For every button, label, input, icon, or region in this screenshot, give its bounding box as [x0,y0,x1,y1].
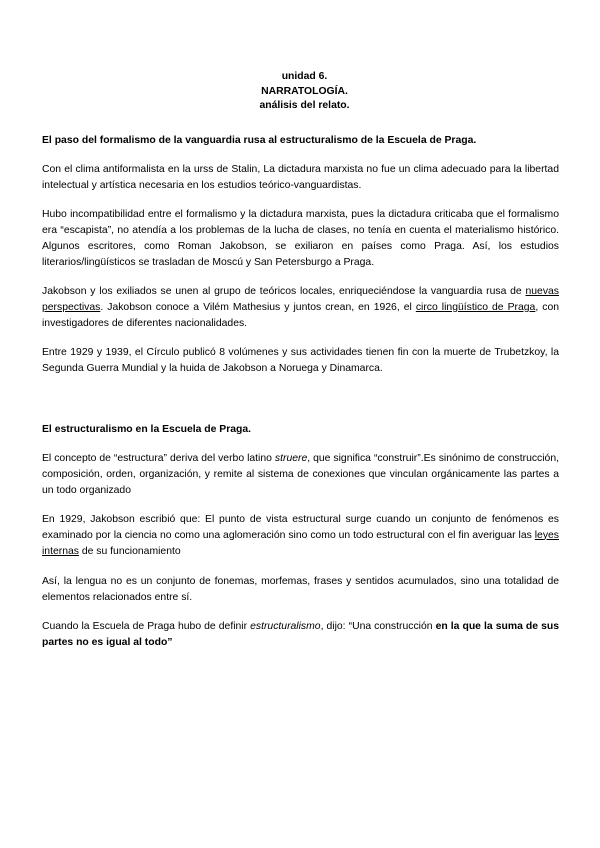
italic-structuralism: estructuralismo [250,620,321,632]
underlined-linguistic-circle: circo lingüístico de Praga [415,301,536,313]
paragraph-structure-concept [42,451,559,499]
section-heading-formalism: El paso del formalismo de la vanguardia rusa al estructuralismo de la Escuela de Praga. [42,134,477,146]
paragraph-incompatibility: Hubo incompatibilidad entre el formalismo y la dictadura marxista, pues la dictadura criticaba que el formalismo era “escapista”, no atendía a los problemas de la lucha de clases, no tenía en cuenta el materialismo histórico. Algunos escritores, como Roman Jakobson, se exiliaron en países como Praga. Así, los estudios literarios/lingüísticos se trasladan de Moscú y San Petersburgo a Praga. [42,208,559,268]
title-unit: unidad 6. [281,71,328,82]
closing-quote: ” [167,636,173,648]
paragraph-language-totality: Así, la lengua no es un conjunto de fonemas, morfemas, frases y sentidos acumulados, sino una totalidad de elementos relacionados entre sí. [42,575,559,603]
underlined-internal-laws: leyes internas [42,529,559,557]
paragraph-prague-circle [42,284,559,332]
title-subject: NARRATOLOGÍA. [261,85,348,97]
italic-struere: struere [274,452,308,464]
text-span: . Jakobson conoce a Vilém Mathesius y juntos crean, en 1926, el [100,301,416,313]
paragraph-structuralism-definition [42,619,559,651]
paragraph-jakobson-1929 [42,512,559,560]
text-span: Jakobson y los exiliados se unen al grupo de teóricos locales, enriqueciéndose la vanguardia rusa de [42,285,526,297]
bold-quote: en la que la suma de sus partes no es igual al todo [42,620,559,648]
text-span: de su funcionamiento [78,545,181,557]
paragraph-circle-history: Entre 1929 y 1939, el Círculo publicó 8 volúmenes y sus actividades tienen fin con la muerte de Trubetzkoy, la Segunda Guerra Mundial y la huida de Jakobson a Noruega y Dinamarca. [42,346,559,374]
text-span: , que significa “construir”.Es sinónimo de construcción, composición, orden, organización, y remite al sistema de conexiones que vinculan orgánicamente las partes a un todo organizado [42,452,560,496]
underlined-new-perspectives: nuevas perspectivas [42,285,559,313]
document-page [42,70,559,651]
paragraph-antiformalist-climate: Con el clima antiformalista en la urss de Stalin, La dictadura marxista no fue un clima adecuado para la libertad intelectual y artística necesaria en los estudios teórico-vanguardistas. [42,163,559,191]
text-span: El concepto de “estructura” deriva del verbo latino [42,452,275,464]
text-span: , dijo: “Una construcción [320,620,436,632]
text-span: Cuando la Escuela de Praga hubo de definir [42,620,251,632]
text-span: , con investigadores de diferentes nacionalidades. [42,301,560,329]
document-title [50,70,559,114]
section-heading-structuralism: El estructuralismo en la Escuela de Praga. [42,423,252,435]
text-span: En 1929, Jakobson escribió que: El punto de vista estructural surge cuando un conjunto de fenómenos es examinado por la ciencia no como una aglomeración sino como un todo estructural con el fin averiguar las [42,513,559,541]
title-topic: análisis del relato. [259,100,350,111]
